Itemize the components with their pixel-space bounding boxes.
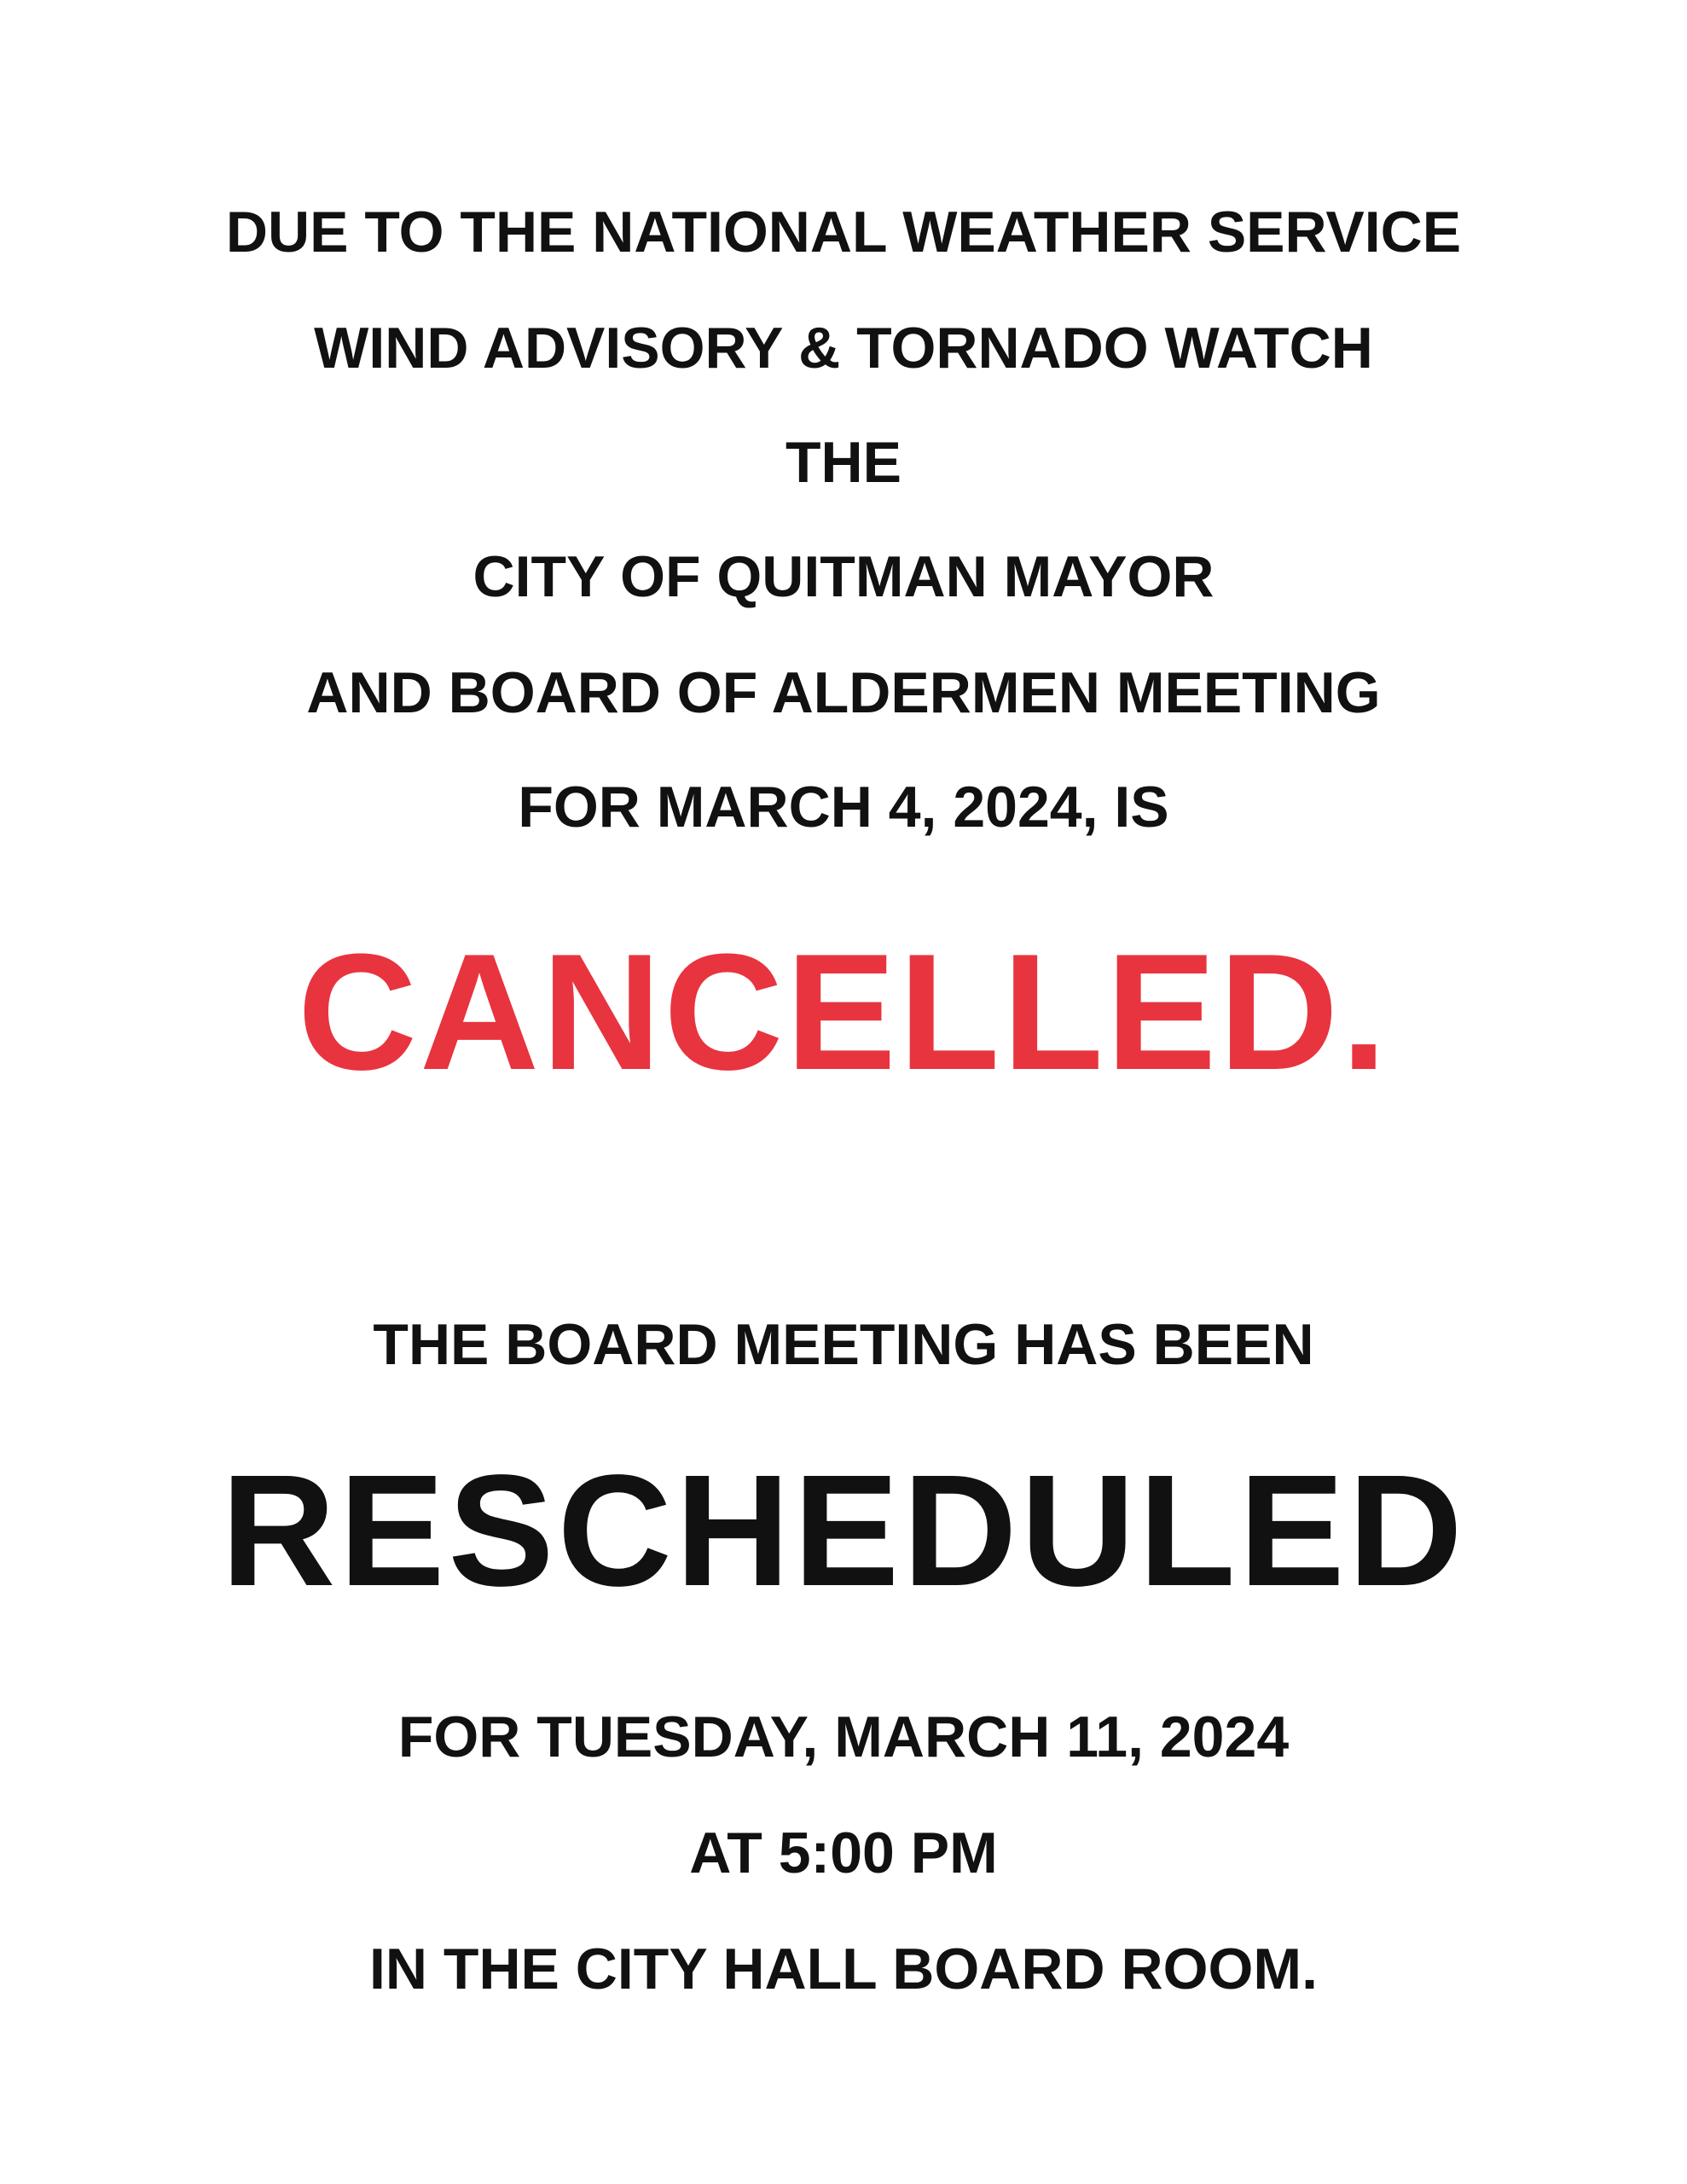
board-meeting-line: THE BOARD MEETING HAS BEEN xyxy=(373,1312,1314,1377)
intro-line-city: CITY OF QUITMAN MAYOR xyxy=(472,544,1215,609)
cancelled-heading: CANCELLED. xyxy=(297,920,1390,1105)
detail-line-date: FOR TUESDAY, MARCH 11, 2024 xyxy=(397,1705,1290,1769)
rescheduled-heading: RESCHEDULED xyxy=(221,1443,1466,1619)
intro-line-date: FOR MARCH 4, 2024, IS xyxy=(518,775,1169,839)
detail-line-location: IN THE CITY HALL BOARD ROOM. xyxy=(369,1937,1318,2001)
intro-line-weather-service: DUE TO THE NATIONAL WEATHER SERVICE xyxy=(225,200,1462,264)
intro-line-board: AND BOARD OF ALDERMEN MEETING xyxy=(306,660,1381,725)
intro-line-the: THE xyxy=(786,430,901,495)
detail-line-time: AT 5:00 PM xyxy=(689,1821,998,1885)
intro-line-advisory: WIND ADVISORY & TORNADO WATCH xyxy=(314,316,1373,380)
